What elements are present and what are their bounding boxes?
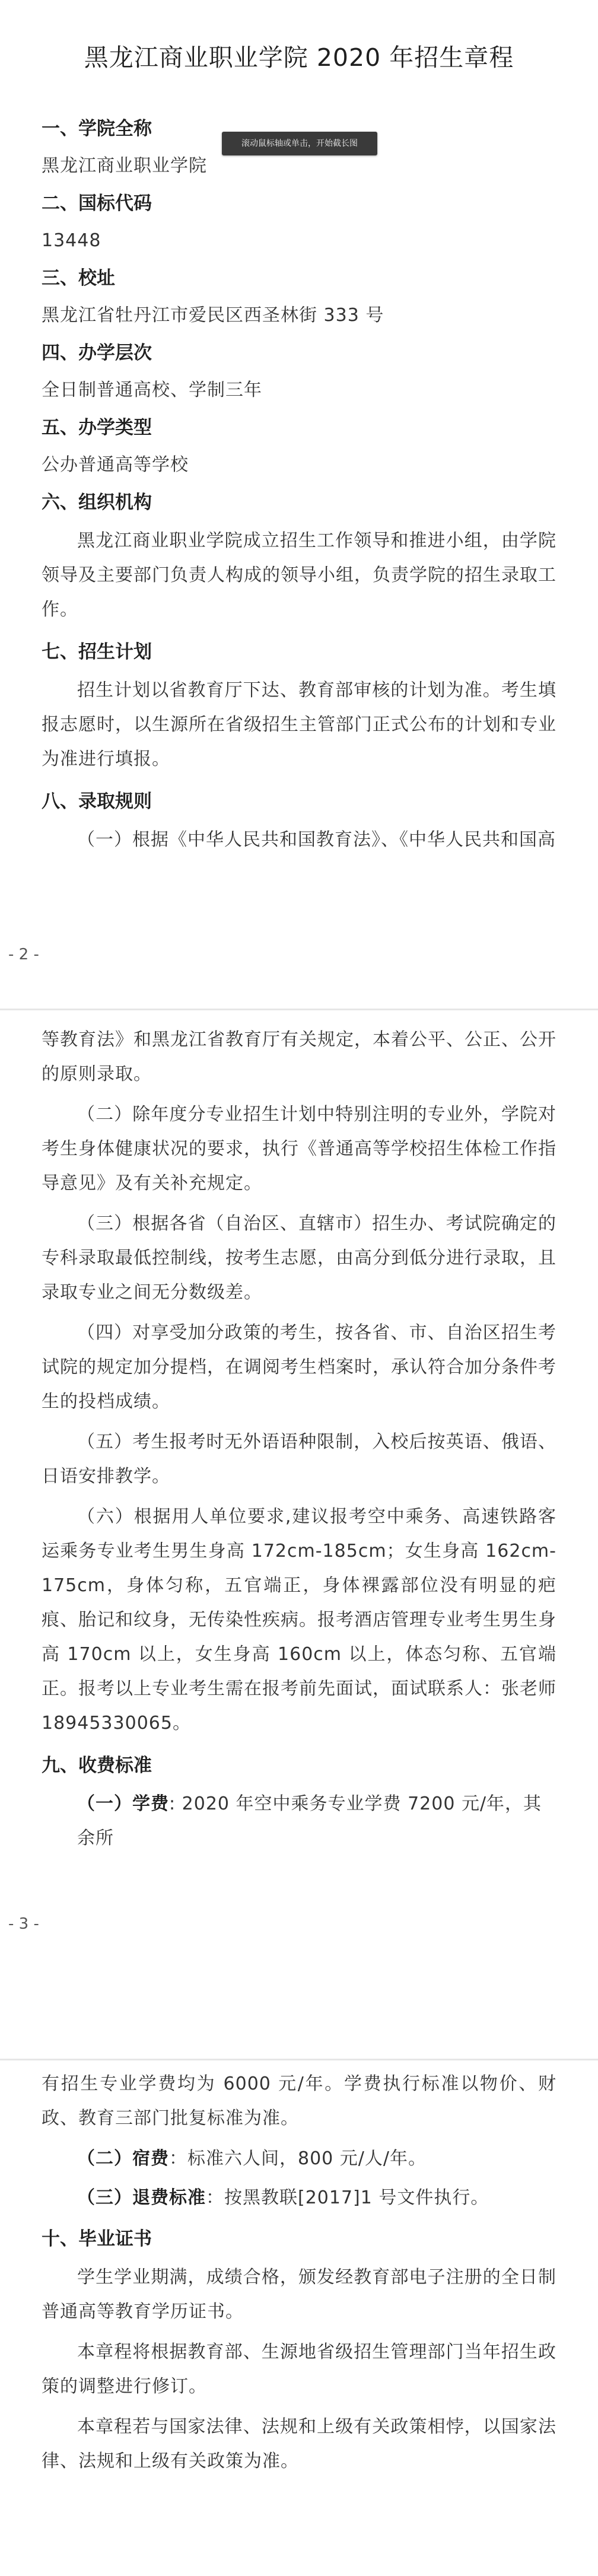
school-type-value: 公办普通高等学校 — [42, 454, 189, 475]
admission-rule-3: （三）根据各省（自治区、直辖市）招生办、考试院确定的专科录取最低控制线，按考生志愿，由高分到低分进行录取，且录取专业之间无分数级差。 — [42, 1213, 556, 1303]
admission-rule-1-start: （一）根据《中华人民共和国教育法》、《中华人民共和国高 — [77, 829, 556, 850]
section-heading-certificate: 十、毕业证书 — [42, 2228, 152, 2250]
section-heading-level: 四、办学层次 — [42, 342, 152, 364]
closing-paragraph-revision: 本章程将根据教育部、生源地省级招生管理部门当年招生政策的调整进行修订。 — [42, 2342, 556, 2397]
document-title: 黑龙江商业职业学院 2020 年招生章程 — [84, 43, 514, 72]
tuition-fee-continued: 有招生专业学费均为 6000 元/年。学费执行标准以物价、财政、教育三部门批复标准为准。 — [42, 2073, 556, 2129]
refund-standard — [42, 2181, 556, 2215]
organization-paragraph: 黑龙江商业职业学院成立招生工作领导和推进小组，由学院领导及主要部门负责人构成的领导小组，负责学院的招生录取工作。 — [42, 530, 556, 620]
document-page-3 — [0, 2065, 598, 2576]
lodging-label: （二）宿费 — [77, 2148, 169, 2169]
section-heading-fees: 九、收费标准 — [42, 1755, 152, 1776]
refund-text: ：按黑教联[2017]1 号文件执行。 — [206, 2187, 489, 2208]
page-separator — [0, 2059, 598, 2060]
document-page-2 — [0, 1020, 598, 1982]
section-heading-enrollment-plan: 七、招生计划 — [42, 641, 152, 663]
admission-rule-1-continued: 等教育法》和黑龙江省教育厅有关规定，本着公平、公正、公开的原则录取。 — [42, 1029, 556, 1085]
school-code-value: 13448 — [42, 230, 101, 251]
tuition-label: （一）学费 — [77, 1793, 169, 1814]
school-address-value: 黑龙江省牡丹江市爱民区西圣林街 333 号 — [42, 305, 384, 326]
enrollment-plan-paragraph: 招生计划以省教育厅下达、教育部审核的计划为准。考生填报志愿时，以生源所在省级招生主管部门正式公布的计划和专业为准进行填报。 — [42, 680, 556, 769]
admission-rule-2: （二）除年度分专业招生计划中特别注明的专业外，学院对考生身体健康状况的要求，执行《普通高等学校招生体检工作指导意见》及有关补充规定。 — [42, 1104, 556, 1194]
section-heading-code: 二、国标代码 — [42, 193, 152, 214]
refund-label: （三）退费标准 — [77, 2187, 206, 2208]
section-heading-admission-rules: 八、录取规则 — [42, 791, 152, 812]
admission-rule-4: （四）对享受加分政策的考生，按各省、市、自治区招生考试院的规定加分提档，在调阅考生档案时，承认符合加分条件考生的投档成绩。 — [42, 1322, 556, 1412]
tuition-text: : 2020 年空中乘务专业学费 7200 元/年，其余所 — [77, 1793, 542, 1849]
page-number: - 3 - — [8, 1915, 39, 1933]
closing-paragraph-law: 本章程若与国家法律、法规和上级有关政策相悖，以国家法律、法规和上级有关政策为准。 — [42, 2416, 556, 2472]
page-number: - 2 - — [8, 946, 39, 963]
screenshot-tooltip: 滚动鼠标轴或单击，开始截长图 — [222, 132, 377, 155]
section-heading-school-name: 一、学院全称 — [42, 118, 152, 139]
section-heading-organization: 六、组织机构 — [42, 492, 152, 513]
school-level-value: 全日制普通高校、学制三年 — [42, 380, 262, 400]
lodging-text: ：标准六人间，800 元/人/年。 — [169, 2148, 427, 2169]
section-heading-type: 五、办学类型 — [42, 417, 152, 438]
lodging-fee — [42, 2142, 556, 2176]
tuition-fee-start — [42, 1787, 556, 1856]
school-name-value: 黑龙江商业职业学院 — [42, 155, 207, 176]
admission-rule-5: （五）考生报考时无外语语种限制，入校后按英语、俄语、日语安排教学。 — [42, 1432, 556, 1487]
certificate-paragraph: 学生学业期满，成绩合格，颁发经教育部电子注册的全日制普通高等教育学历证书。 — [42, 2267, 556, 2322]
page-separator — [0, 1009, 598, 1010]
admission-rule-6: （六）根据用人单位要求,建议报考空中乘务、高速铁路客运乘务专业考生男生身高 172cm-185cm；女生身高 162cm-175cm，身体匀称，五官端正，身体裸露部位没有明显的疤痕、胎记和纹身，无传染性疾病。报考酒店管理专业考生男生身高 170cm 以上，女生身高 160cm 以上，体态匀称、五官端正。报考以上专业考生需在报考前先面试，面试联系人：张老师 18945330065。 — [42, 1506, 556, 1734]
section-heading-address: 三、校址 — [42, 268, 115, 289]
